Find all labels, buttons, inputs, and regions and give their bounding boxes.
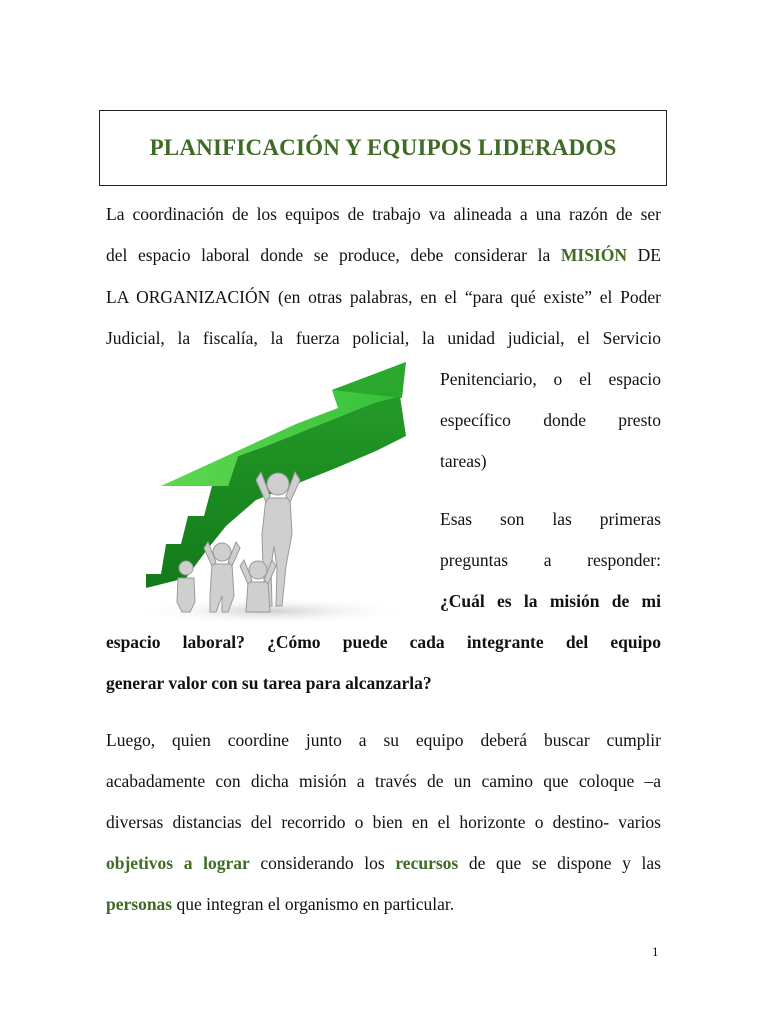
recursos-highlight: recursos [395, 853, 459, 873]
rising-arrow-icon [106, 356, 416, 624]
teamwork-arrow-illustration [106, 356, 416, 624]
page-number: 1 [652, 944, 659, 959]
para1-line-5: Penitenciario, o el espacio [440, 369, 661, 389]
para1-line-2 [106, 244, 661, 266]
para3-line-1: Luego, quien coordine junto a su equipo deberá buscar cumplir [106, 730, 661, 750]
para1-text: del espacio laboral donde se produce, debe considerar la [106, 245, 561, 265]
mision-highlight: MISIÓN [560, 245, 628, 265]
para3-text: considerando los [249, 853, 396, 873]
para2-line-1: Esas son las primeras [440, 509, 661, 529]
objetivos-highlight: objetivos a lograr [106, 853, 250, 873]
personas-highlight: personas [106, 894, 173, 914]
para2-line-4: espacio laboral? ¿Cómo puede cada integrante del equipo [106, 632, 661, 652]
para1-line-6: específico donde presto [440, 410, 661, 430]
para1-line-4: Judicial, la fiscalía, la fuerza policial, la unidad judicial, el Servicio [106, 328, 661, 348]
para2-line-5: generar valor con su tarea para alcanzarla? [106, 673, 432, 693]
para3-line-5 [106, 893, 661, 915]
para1-line-3: LA ORGANIZACIÓN (en otras palabras, en el “para qué existe” el Poder [106, 287, 661, 307]
para3-line-3: diversas distancias del recorrido o bien en el horizonte o destino- varios [106, 812, 661, 832]
page-title: PLANIFICACIÓN Y EQUIPOS LIDERADOS [149, 135, 617, 160]
para3-line-2: acabadamente con dicha misión a través de un camino que coloque –a [106, 771, 661, 791]
para2-line-2: preguntas a responder: [440, 550, 661, 570]
title-box [99, 110, 667, 186]
para1-line-1: La coordinación de los equipos de trabajo va alineada a una razón de ser [106, 204, 661, 224]
para1-text: DE [627, 245, 661, 265]
para2-line-3: ¿Cuál es la misión de mi [440, 591, 661, 611]
para3-text: de que se dispone y las [458, 853, 661, 873]
para1-line-7: tareas) [440, 451, 487, 471]
para3-text: que integran el organismo en particular. [172, 894, 455, 914]
para3-line-4 [106, 852, 661, 874]
